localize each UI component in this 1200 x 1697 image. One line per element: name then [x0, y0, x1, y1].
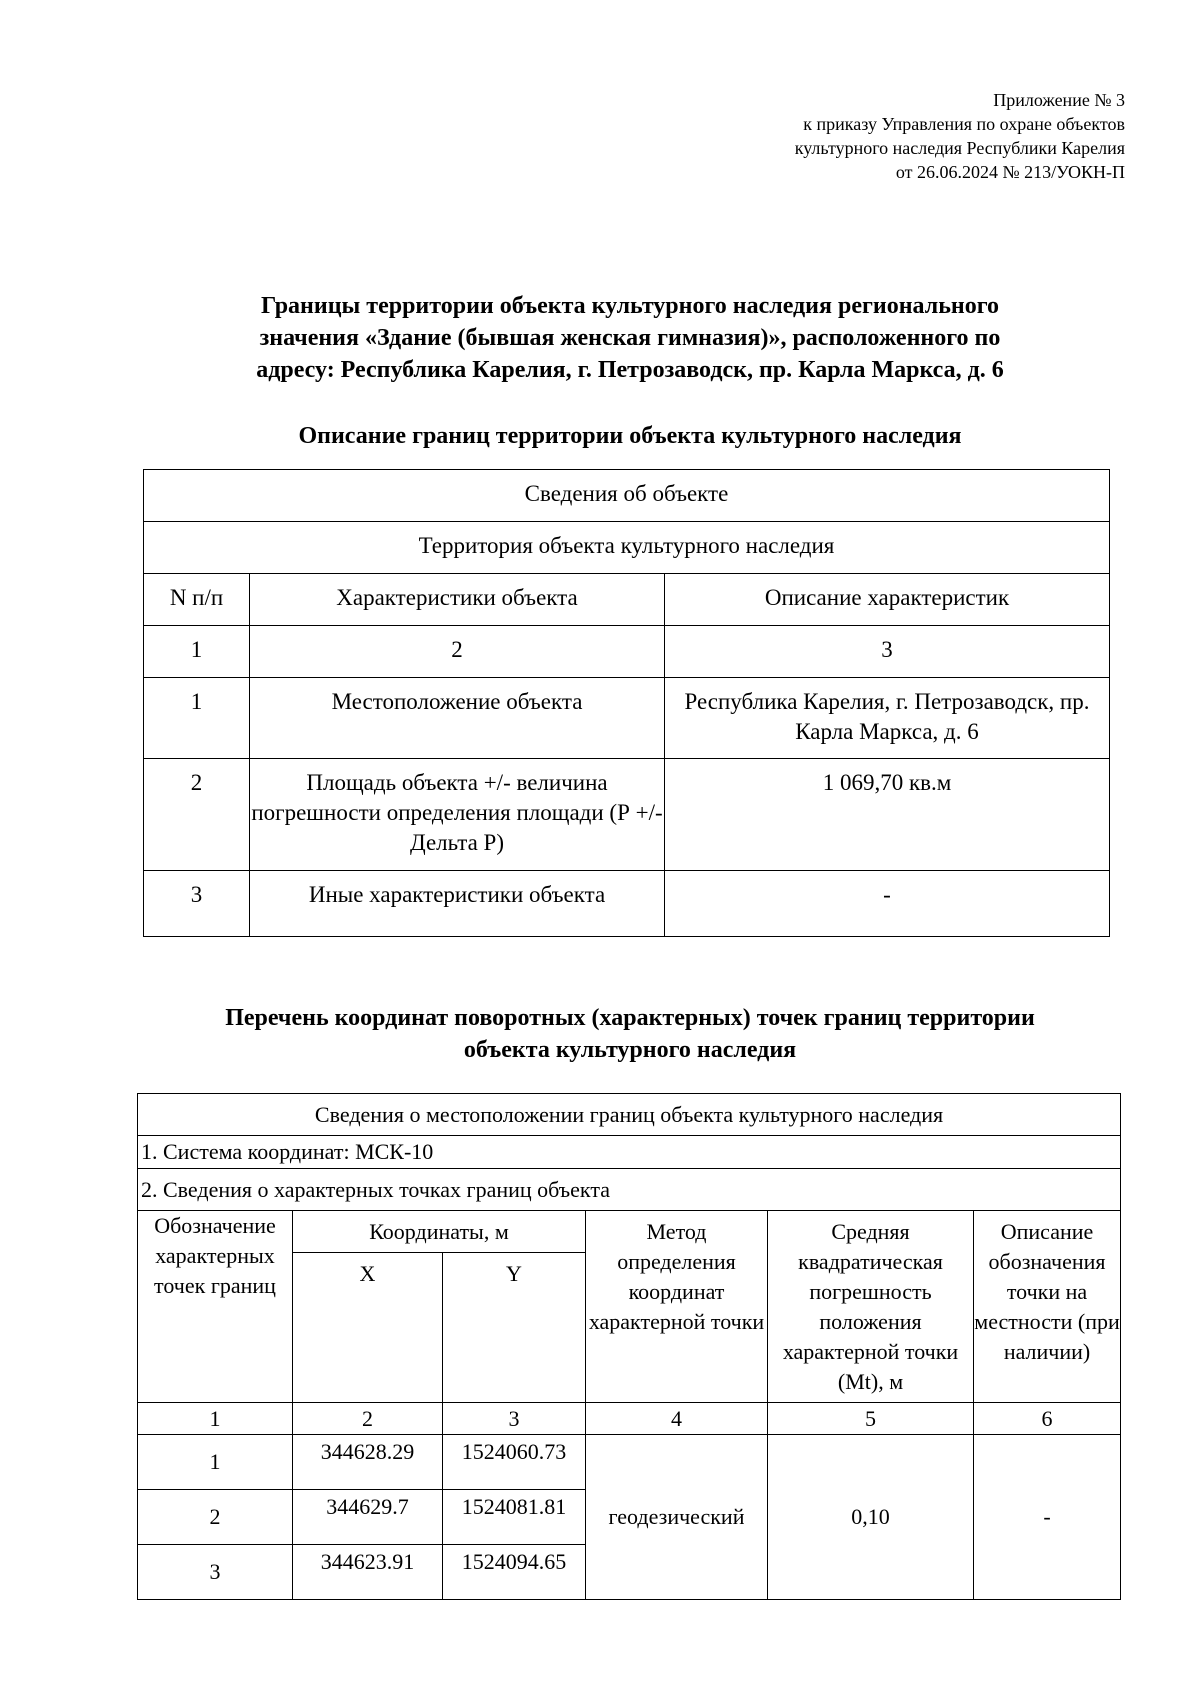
row-number: 3 — [144, 871, 250, 937]
point-id: 3 — [138, 1545, 293, 1600]
coordinates-title-line: Перечень координат поворотных (характерных) точек границ территории — [225, 1005, 1035, 1031]
annex-line: культурного наследия Республики Карелия — [794, 138, 1125, 158]
column-header-description: Описание обозначения точки на местности (при наличии) — [974, 1211, 1121, 1403]
main-title — [140, 290, 1120, 386]
row-description: - — [665, 871, 1110, 937]
point-x: 344629.7 — [293, 1490, 443, 1545]
point-id: 2 — [138, 1490, 293, 1545]
annex-line: Приложение № 3 — [993, 90, 1125, 110]
row-characteristic: Площадь объекта +/- величина погрешности определения площади (Р +/- Дельта Р) — [250, 759, 665, 871]
annex-header — [795, 88, 1125, 184]
description-value: - — [974, 1435, 1121, 1600]
table-row — [144, 759, 1110, 871]
row-characteristic: Иные характеристики объекта — [250, 871, 665, 937]
method-value: геодезический — [586, 1435, 768, 1600]
table-row — [144, 678, 1110, 759]
point-x: 344628.29 — [293, 1435, 443, 1490]
column-header-x: X — [293, 1253, 443, 1403]
table-header: Сведения о местоположении границ объекта культурного наследия — [138, 1094, 1121, 1136]
point-y: 1524094.65 — [443, 1545, 586, 1600]
error-value: 0,10 — [768, 1435, 974, 1600]
table-row — [138, 1435, 1121, 1490]
column-index: 1 — [144, 626, 250, 678]
column-header: Характеристики объекта — [250, 574, 665, 626]
column-header-error: Средняя квадратическая погрешность положения характерной точки (Mt), м — [768, 1211, 974, 1403]
column-header-y: Y — [443, 1253, 586, 1403]
object-info-table — [143, 469, 1110, 937]
main-title-line: Границы территории объекта культурного наследия регионального — [260, 293, 1000, 319]
column-index: 5 — [768, 1403, 974, 1435]
row-number: 2 — [144, 759, 250, 871]
points-info: 2. Сведения о характерных точках границ объекта — [138, 1169, 1121, 1211]
row-description: Республика Карелия, г. Петрозаводск, пр. Карла Маркса, д. 6 — [665, 678, 1110, 759]
column-header-designation: Обозначение характерных точек границ — [138, 1211, 293, 1403]
point-y: 1524081.81 — [443, 1490, 586, 1545]
column-header-method: Метод определения координат характерной точки — [586, 1211, 768, 1403]
column-index: 3 — [665, 626, 1110, 678]
annex-line: от 26.06.2024 № 213/УОКН-П — [895, 162, 1125, 182]
row-description: 1 069,70 кв.м — [665, 759, 1110, 871]
column-index: 3 — [443, 1403, 586, 1435]
column-index: 1 — [138, 1403, 293, 1435]
table-header: Сведения об объекте — [144, 470, 1110, 522]
table-row — [144, 871, 1110, 937]
point-y: 1524060.73 — [443, 1435, 586, 1490]
point-id: 1 — [138, 1435, 293, 1490]
point-x: 344623.91 — [293, 1545, 443, 1600]
coordinate-system: 1. Система координат: МСК-10 — [138, 1136, 1121, 1169]
column-header-coordinates: Координаты, м — [293, 1211, 586, 1253]
table-subheader: Территория объекта культурного наследия — [144, 522, 1110, 574]
column-index: 2 — [293, 1403, 443, 1435]
main-title-line: значения «Здание (бывшая женская гимназия)», расположенного по — [259, 325, 1001, 351]
column-index: 2 — [250, 626, 665, 678]
row-characteristic: Местоположение объекта — [250, 678, 665, 759]
annex-line: к приказу Управления по охране объектов — [803, 114, 1125, 134]
column-index: 6 — [974, 1403, 1121, 1435]
coordinates-title — [140, 1002, 1120, 1066]
coordinates-title-line: объекта культурного наследия — [463, 1037, 797, 1063]
main-title-line: адресу: Республика Карелия, г. Петрозаводск, пр. Карла Маркса, д. 6 — [256, 357, 1004, 383]
column-index: 4 — [586, 1403, 768, 1435]
description-title: Описание границ территории объекта культурного наследия — [298, 423, 962, 449]
row-number: 1 — [144, 678, 250, 759]
coordinates-table — [137, 1093, 1121, 1600]
column-header: Описание характеристик — [665, 574, 1110, 626]
column-header: N п/п — [144, 574, 250, 626]
